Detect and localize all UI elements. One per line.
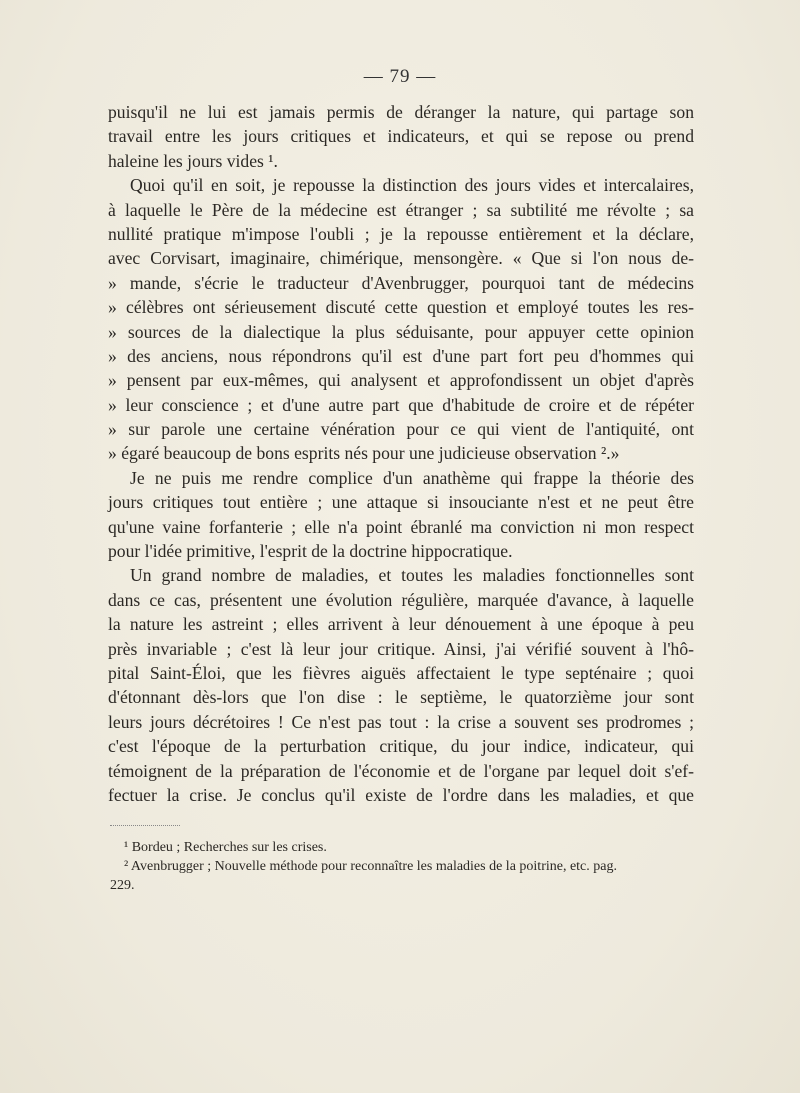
- text-line: » célèbres ont sérieusement discuté cette question et employé toutes les res-: [108, 297, 694, 318]
- text-line: haleine les jours vides ¹.: [108, 150, 278, 171]
- text-line: jours critiques tout entière ; une attaque si insouciante n'est et ne peut être: [108, 492, 694, 513]
- text-line: la nature les astreint ; elles arrivent à leur dénouement à une époque à peu: [108, 614, 694, 635]
- text-line: avec Corvisart, imaginaire, chimérique, mensongère. « Que si l'on nous de-: [108, 248, 694, 269]
- text-line: » sources de la dialectique la plus séduisante, pour appuyer cette opinion: [108, 321, 694, 342]
- text-line: pour l'idée primitive, l'esprit de la doctrine hippocratique.: [108, 541, 513, 562]
- footnotes: [110, 838, 694, 895]
- text-line: nullité pratique m'impose l'oubli ; je la repousse entièrement et la déclare,: [108, 223, 694, 244]
- text-line: » mande, s'écrie le traducteur d'Avenbrugger, pourquoi tant de médecins: [108, 272, 694, 293]
- text-line: Je ne puis me rendre complice d'un anathème qui frappe la théorie des: [130, 467, 694, 488]
- text-line: » sur parole une certaine vénération pour ce qui vient de l'antiquité, ont: [108, 419, 694, 440]
- footnote-separator: [110, 825, 180, 826]
- text-line: Quoi qu'il en soit, je repousse la distinction des jours vides et intercalaires,: [130, 175, 694, 196]
- page-number: — 79 —: [363, 66, 437, 87]
- text-line: fectuer la crise. Je conclus qu'il existe de l'ordre dans les maladies, et que: [108, 784, 694, 805]
- text-line: d'étonnant dès-lors que l'on dise : le septième, le quatorzième jour sont: [108, 687, 694, 708]
- text-line: » égaré beaucoup de bons esprits nés pour une judicieuse observation ².»: [108, 443, 620, 464]
- main-text: [108, 100, 694, 807]
- text-line: » leur conscience ; et d'une autre part que d'habitude de croire et de répéter: [108, 394, 694, 415]
- text-line: » des anciens, nous répondrons qu'il est d'une part fort peu d'hommes qui: [108, 345, 694, 366]
- footnote-line: ¹ Bordeu ; Recherches sur les crises.: [124, 840, 327, 855]
- text-line: leurs jours décrétoires ! Ce n'est pas tout : la crise a souvent ses prodromes ;: [108, 711, 694, 732]
- text-line: travail entre les jours critiques et indicateurs, et qui se repose ou prend: [108, 126, 694, 147]
- text-line: qu'une vaine forfanterie ; elle n'a point ébranlé ma conviction ni mon respect: [108, 516, 694, 537]
- text-line: témoignent de la préparation de l'économie et de l'organe par lequel doit s'ef-: [108, 760, 694, 781]
- text-line: à laquelle le Père de la médecine est étranger ; sa subtilité me révolte ; sa: [108, 199, 694, 220]
- text-line: Un grand nombre de maladies, et toutes les maladies fonctionnelles sont: [130, 565, 694, 586]
- text-line: puisqu'il ne lui est jamais permis de déranger la nature, qui partage son: [108, 102, 694, 122]
- text-line: dans ce cas, présentent une évolution régulière, marquée d'avance, à laquelle: [108, 589, 694, 610]
- text-line: » pensent par eux-mêmes, qui analysent et approfondissent un objet d'après: [108, 370, 694, 391]
- footnote-line: ² Avenbrugger ; Nouvelle méthode pour reconnaître les maladies de la poitrine, etc. pag.: [124, 859, 617, 874]
- text-line: pital Saint-Éloi, que les fièvres aiguës affectaient le type septénaire ; quoi: [108, 662, 694, 683]
- text-line: près invariable ; c'est là leur jour critique. Ainsi, j'ai vérifié souvent à l'hô-: [108, 638, 694, 659]
- footnote-line: 229.: [110, 878, 135, 893]
- text-line: c'est l'époque de la perturbation critique, du jour indice, indicateur, qui: [108, 736, 694, 757]
